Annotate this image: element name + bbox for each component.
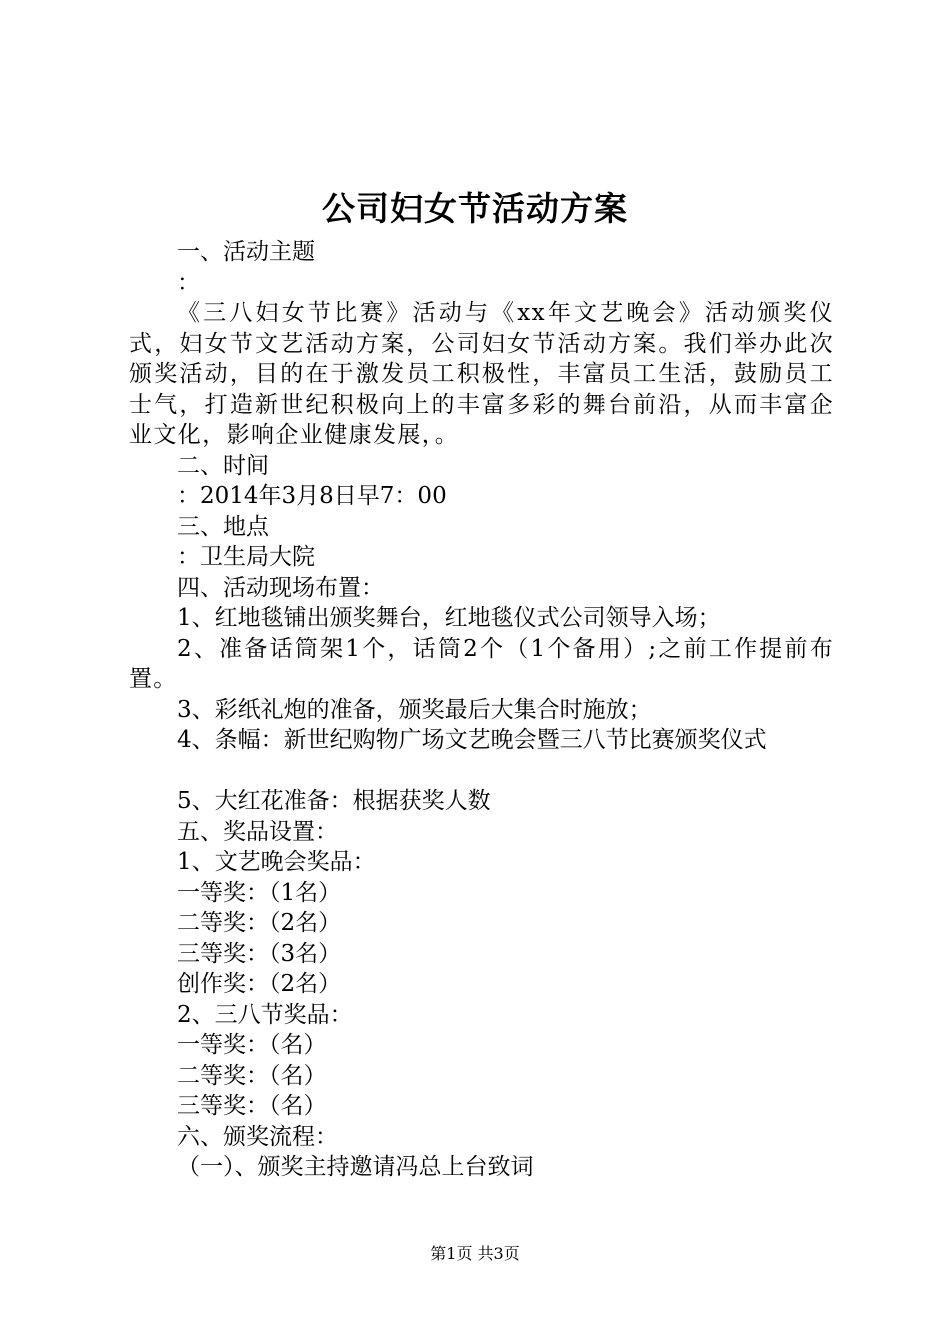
prize-womens-day-second: 二等奖：（名） bbox=[177, 1062, 327, 1089]
section-heading-time: 二、时间 bbox=[177, 452, 269, 479]
section-heading-theme: 一、活动主题 bbox=[177, 239, 315, 265]
setup-item-4: 4、条幅：新世纪购物广场文艺晚会暨三八节比赛颁奖仪式 bbox=[177, 727, 767, 753]
setup-item-1: 1、红地毯铺出颁奖舞台，红地毯仪式公司领导入场； bbox=[177, 605, 721, 631]
prize-gala-third: 三等奖：（3名） bbox=[177, 940, 342, 967]
theme-paragraph: 《三八妇女节比赛》活动与《xx年文艺晚会》活动颁奖仪式，妇女节文艺活动方案，公司妇女节活动方案。我们举办此次颁奖活动，目的在于激发员工积极性，丰富员工生活，鼓励员工士气，打造新世纪积极向上的丰富多彩的舞台前沿，从而丰富企业文化，影响企业健康发展，。 bbox=[129, 300, 834, 448]
prize-gala-second: 二等奖：（2名） bbox=[177, 910, 342, 936]
prize-gala-creative: 创作奖：（2名） bbox=[177, 971, 342, 997]
setup-item-2: 2、准备话筒架1个，话筒2个（1个备用）;之前工作提前布置。 bbox=[129, 635, 834, 692]
prize-gala-first: 一等奖：（1名） bbox=[177, 879, 342, 906]
prize-group-gala: 1、文艺晚会奖品： bbox=[177, 849, 376, 875]
ceremony-step-1: （一）、颁奖主持邀请冯总上台致词 bbox=[177, 1154, 534, 1180]
time-value: ：2014年3月8日早7：00 bbox=[177, 483, 447, 509]
theme-colon: ： bbox=[177, 269, 200, 296]
location-value: ：卫生局大院 bbox=[177, 544, 315, 570]
setup-item-3: 3、彩纸礼炮的准备，颁奖最后大集合时施放； bbox=[177, 696, 652, 723]
page-footer: 第1页 共3页 bbox=[430, 1244, 520, 1263]
section-heading-location: 三、地点 bbox=[177, 513, 269, 540]
section-heading-ceremony: 六、颁奖流程： bbox=[177, 1123, 338, 1150]
setup-item-5: 5、大红花准备：根据获奖人数 bbox=[177, 788, 491, 814]
page-title: 公司妇女节活动方案 bbox=[322, 189, 628, 228]
prize-womens-day-first: 一等奖：（名） bbox=[177, 1032, 327, 1058]
blank-line bbox=[129, 756, 834, 787]
document-body bbox=[129, 237, 834, 1183]
prize-womens-day-third: 三等奖：（名） bbox=[177, 1093, 327, 1119]
section-heading-setup: 四、活动现场布置： bbox=[177, 574, 384, 601]
section-heading-prizes: 五、奖品设置： bbox=[177, 818, 338, 845]
prize-group-womens-day: 2、三八节奖品： bbox=[177, 1001, 353, 1028]
